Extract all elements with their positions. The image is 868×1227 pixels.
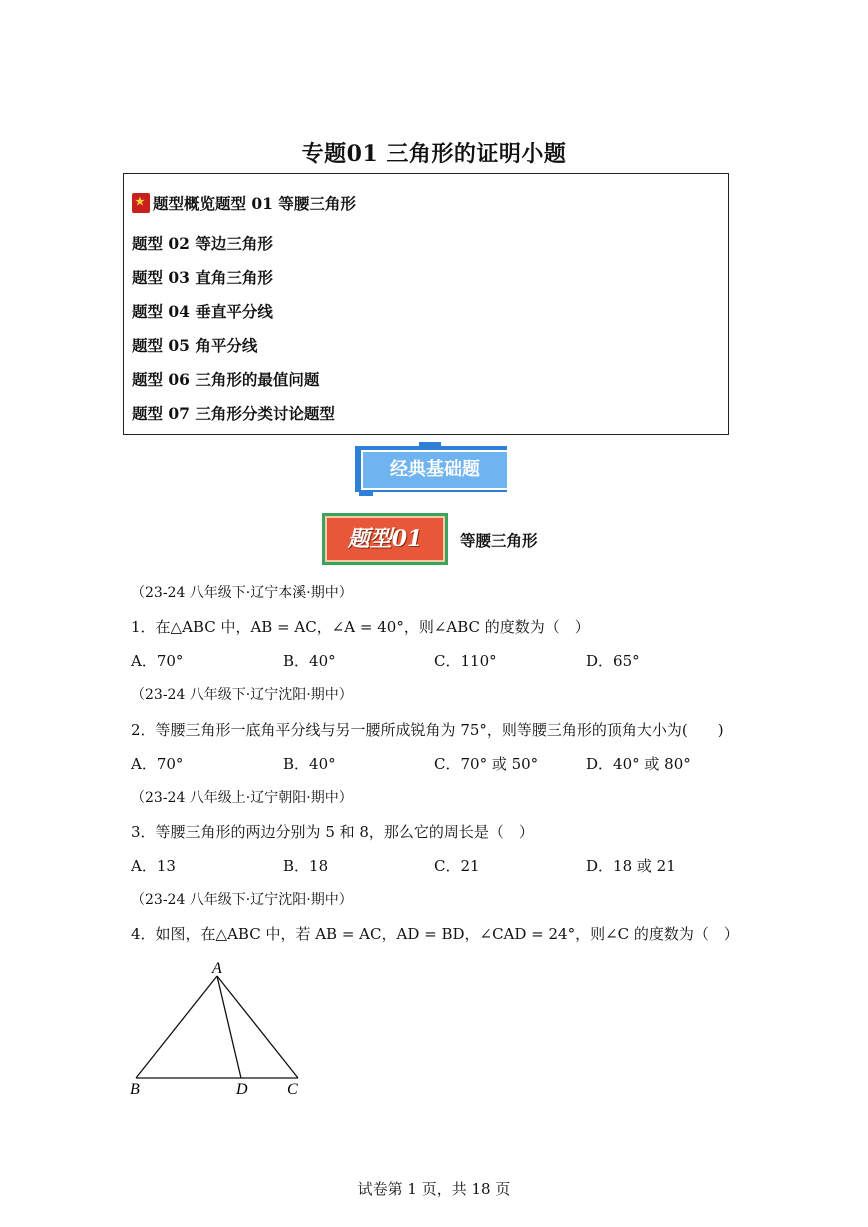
option-a: A．70°	[131, 755, 184, 773]
page-footer: 试卷第 1 页，共 18 页	[357, 1180, 511, 1198]
option-a: A．13	[131, 857, 176, 875]
question-source: （23-24 八年级上·辽宁朝阳·期中）	[131, 790, 353, 806]
vertex-label-a: A	[212, 960, 222, 977]
vertex-label-c: C	[287, 1081, 298, 1098]
toc-item-7: 题型 07 三角形分类讨论题型	[132, 404, 335, 423]
toc-item-6: 题型 06 三角形的最值问题	[132, 370, 320, 389]
option-c: C．70° 或 50°	[434, 755, 539, 773]
option-d: D．18 或 21	[586, 857, 676, 875]
option-b: B．40°	[283, 652, 336, 670]
question-stem: 4．如图，在△ABC 中，若 AB = AC，AD = BD，∠CAD = 24°，则∠C 的度数为（ ）	[131, 925, 739, 943]
toc-item-1	[132, 192, 356, 214]
toc-item-4: 题型 04 垂直平分线	[132, 302, 273, 321]
option-d: D．65°	[586, 652, 640, 670]
option-b: B．40°	[283, 755, 336, 773]
vertex-label-d: D	[236, 1081, 248, 1098]
topic-overview-box	[123, 173, 729, 435]
question-type-badge-label: 题型01	[325, 516, 445, 562]
section-banner-label: 经典基础题	[361, 450, 509, 490]
question-stem: 2．等腰三角形一底角平分线与另一腰所成锐角为 75°，则等腰三角形的顶角大小为( )	[131, 721, 724, 739]
section-banner	[355, 442, 515, 498]
option-a: A．70°	[131, 652, 184, 670]
toc-item-2: 题型 02 等边三角形	[132, 234, 273, 253]
triangle-figure	[120, 955, 320, 1100]
option-c: C．21	[434, 857, 480, 875]
toc-item-label: 题型概览题型 01 等腰三角形	[153, 194, 356, 213]
page-title: 专题01 三角形的证明小题	[301, 141, 567, 167]
question-source: （23-24 八年级下·辽宁沈阳·期中）	[131, 892, 353, 908]
question-type-badge	[322, 513, 448, 565]
option-c: C．110°	[434, 652, 497, 670]
question-source: （23-24 八年级下·辽宁沈阳·期中）	[131, 687, 353, 703]
toc-item-3: 题型 03 直角三角形	[132, 268, 273, 287]
question-type-name: 等腰三角形	[460, 531, 538, 550]
option-d: D．40° 或 80°	[586, 755, 691, 773]
book-icon	[132, 193, 150, 213]
option-b: B．18	[283, 857, 329, 875]
vertex-label-b: B	[130, 1081, 140, 1098]
side-ab	[136, 976, 217, 1078]
toc-item-5: 题型 05 角平分线	[132, 336, 258, 355]
question-source: （23-24 八年级下·辽宁本溪·期中）	[131, 585, 353, 601]
question-stem: 3．等腰三角形的两边分别为 5 和 8，那么它的周长是（ ）	[131, 823, 534, 841]
question-stem: 1．在△ABC 中，AB = AC，∠A = 40°，则∠ABC 的度数为（ ）	[131, 618, 590, 636]
